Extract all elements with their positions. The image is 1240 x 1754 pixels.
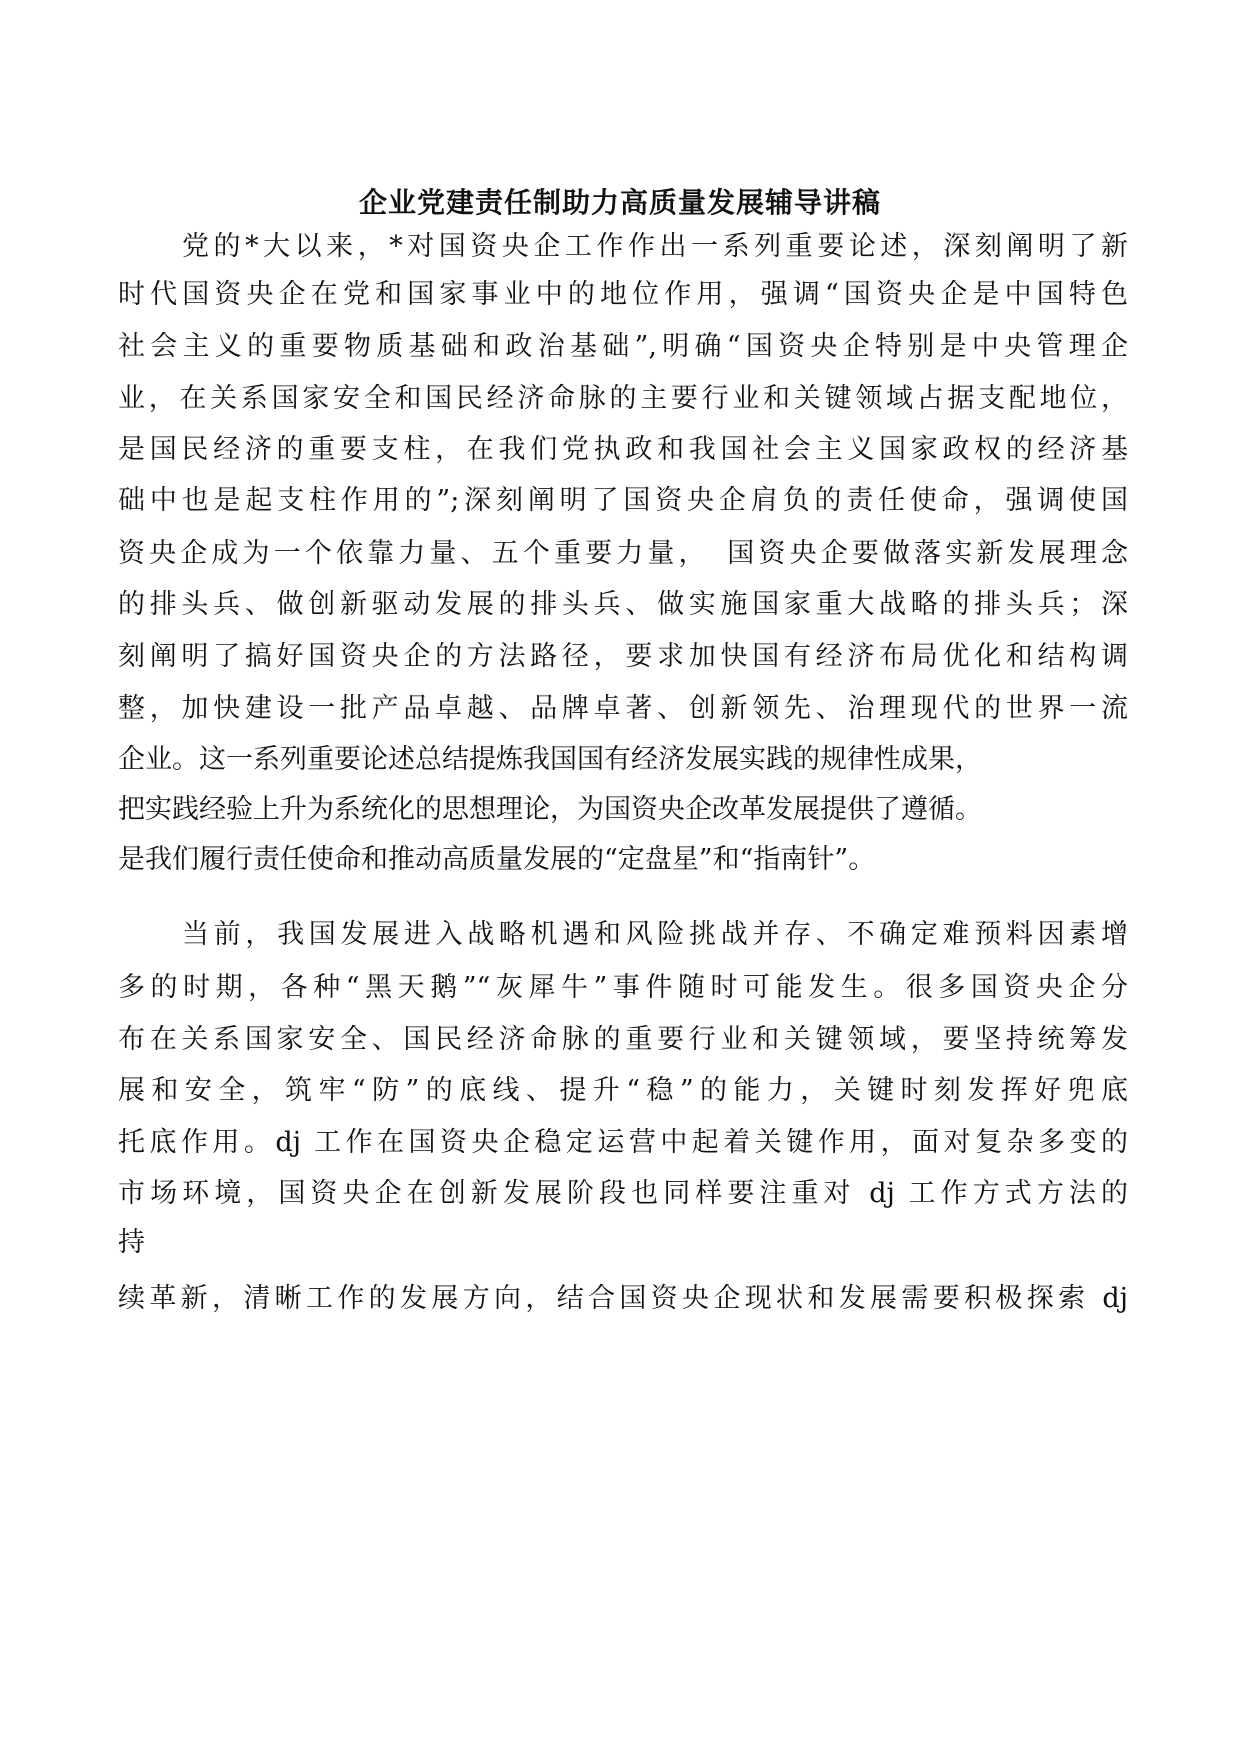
paragraph-line: 持 (118, 1227, 145, 1258)
paragraph-line: 整，加快建设一批产品卓越、品牌卓著、创新领先、治理现代的世界一流 (118, 693, 1128, 724)
paragraph-line: 的排头兵、做创新驱动发展的排头兵、做实施国家重大战略的排头兵；深 (118, 589, 1128, 620)
paragraph-line: 把实践经验上升为系统化的思想理论，为国资央企改革发展提供了遵循。 (118, 794, 982, 825)
paragraph-line: 展和安全，筑牢“防”的底线、提升“稳”的能力，关键时刻发挥好兜底 (118, 1075, 1128, 1106)
paragraph-line: 市场环境，国资央企在创新发展阶段也同样要注重对 dj 工作方式方法的 (118, 1178, 1128, 1209)
paragraph-line: 当前，我国发展进入战略机遇和风险挑战并存、不确定难预料因素增 (182, 919, 1128, 950)
paragraph-line: 础中也是起支柱作用的”;深刻阐明了国资央企肩负的责任使命，强调使国 (118, 485, 1128, 516)
paragraph-line: 是我们履行责任使命和推动高质量发展的“定盘星”和“指南针”。 (118, 844, 876, 875)
paragraph-line: 资央企成为一个依靠力量、五个重要力量， 国资央企要做落实新发展理念 (118, 538, 1128, 569)
paragraph-line: 时代国资央企在党和国家事业中的地位作用，强调“国资央企是中国特色 (118, 279, 1128, 310)
paragraph-line: 布在关系国家安全、国民经济命脉的重要行业和关键领域，要坚持统筹发 (118, 1024, 1128, 1055)
paragraph-line: 刻阐明了搞好国资央企的方法路径，要求加快国有经济布局优化和结构调 (118, 641, 1128, 672)
paragraph-line: 多的时期，各种“黑天鹅”“灰犀牛”事件随时可能发生。很多国资央企分 (118, 972, 1128, 1003)
paragraph-line: 续革新，清晰工作的发展方向，结合国资央企现状和发展需要积极探索 dj (118, 1283, 1128, 1314)
paragraph-line: 党的*大以来，*对国资央企工作作出一系列重要论述，深刻阐明了新 (182, 231, 1128, 262)
paragraph-line: 社会主义的重要物质基础和政治基础”,明确“国资央企特别是中央管理企 (118, 331, 1128, 362)
paragraph-line: 业，在关系国家安全和国民经济命脉的主要行业和关键领域占据支配地位， (118, 383, 1128, 414)
paragraph-line: 是国民经济的重要支柱，在我们党执政和我国社会主义国家政权的经济基 (118, 434, 1128, 465)
paragraph-line: 托底作用。dj 工作在国资央企稳定运营中起着关键作用，面对复杂多变的 (118, 1127, 1128, 1158)
document-title: 企业党建责任制助力高质量发展辅导讲稿 (358, 186, 881, 219)
paragraph-line: 企业。这一系列重要论述总结提炼我国国有经济发展实践的规律性成果， (118, 744, 982, 775)
